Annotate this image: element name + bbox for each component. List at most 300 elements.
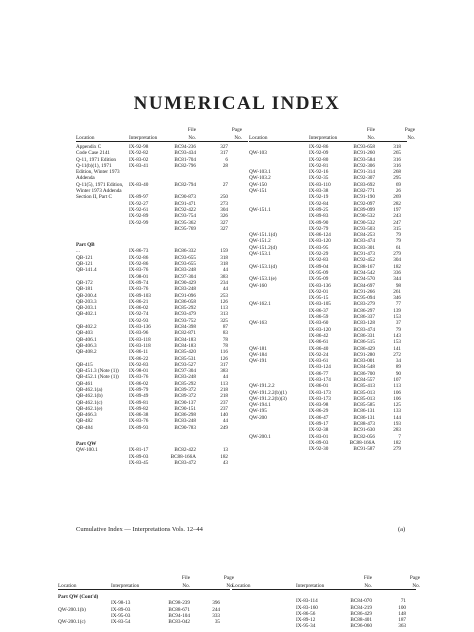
interpretation-cell: IX-83-61 — [309, 358, 329, 365]
file-number-cell: BC91-587 — [353, 446, 375, 453]
location-cell: QW-103 — [249, 150, 267, 157]
interpretation-cell: IX-83-160 — [296, 604, 318, 611]
interpretation-cell: IX-86-59 — [309, 314, 329, 321]
file-number-cell: BC88-671 — [168, 606, 190, 613]
file-number-cell: BC83-248 — [174, 267, 196, 274]
header-page-top: Page — [223, 575, 234, 581]
header-location: Location — [58, 582, 77, 589]
file-number-cell: BC86-331 — [353, 332, 375, 339]
file-number-cell: BC91-190 — [353, 194, 375, 201]
interpretation-cell: IX-92-35 — [309, 175, 329, 182]
interpretation-cell: IX-83-54 — [111, 619, 131, 626]
file-number-cell: BC96-060 — [350, 623, 372, 630]
location-cell: QW-151.2(d) — [249, 244, 277, 251]
location-cell: QW-191 — [249, 358, 267, 365]
interpretation-cell: IX-89-82 — [129, 405, 149, 412]
file-number-cell: BC84-183 — [174, 336, 196, 343]
file-number-cell: BC84-548 — [353, 364, 375, 371]
index-row — [232, 623, 416, 629]
page-number-cell: 283 — [393, 427, 401, 434]
interpretation-cell: IX-92-99 — [129, 219, 149, 226]
page-number-cell: 153 — [393, 314, 401, 321]
file-number-cell: BC85-413 — [353, 383, 375, 390]
location-cell: Q-11, 1971 Edition — [76, 156, 117, 163]
page-number-cell: 113 — [220, 380, 228, 387]
header-page-top: Page — [409, 575, 420, 581]
location-cell: QB-466.3 — [76, 412, 97, 419]
page-number-cell: 265 — [393, 150, 401, 157]
interpretation-cell: IX-83-76 — [129, 286, 149, 293]
column-header — [249, 127, 415, 141]
page-number-cell: 35 — [214, 619, 220, 626]
page-number-cell: 193 — [393, 421, 401, 428]
interpretation-cell: IX-89-03 — [129, 453, 149, 460]
file-number-cell: BC94-570 — [353, 276, 375, 283]
column-header — [58, 575, 234, 589]
file-number-cell: BC84-398 — [174, 324, 196, 331]
file-number-cell: BC84-253 — [353, 232, 375, 239]
interpretation-cell: IX-86-22 — [129, 355, 149, 362]
page-number-cell: 318 — [220, 254, 228, 261]
location-cell: QW-153.1(e) — [249, 276, 277, 283]
page-number-cell: 113 — [393, 383, 401, 390]
file-number-cell: BC89-372 — [174, 393, 196, 400]
page-number-cell: 98 — [395, 282, 401, 289]
next-page-column-left — [58, 575, 234, 626]
file-number-cell: BC86-058 — [174, 298, 196, 305]
page-number-cell: 396 — [212, 600, 220, 607]
header-file-top: File — [181, 575, 190, 581]
page-number-cell: 100 — [398, 604, 406, 611]
interpretation-cell: IX-98-01 — [129, 368, 149, 375]
footer-left: Cumulative Index — Interpretations Vols. 12–44 — [76, 526, 203, 533]
location-cell: QW-191.2.2(b)(1) — [249, 389, 287, 396]
file-number-cell: BC94-236 — [174, 144, 196, 150]
interpretation-cell: IX-92-27 — [129, 200, 149, 207]
location-cell: QB-406.1 — [76, 336, 97, 343]
location-cell: QW-100.1 — [76, 447, 98, 454]
page-number-cell: 269 — [393, 194, 401, 201]
column-header — [232, 575, 420, 589]
page-title: NUMERICAL INDEX — [133, 93, 341, 114]
page-number-cell: 34 — [395, 358, 401, 365]
file-number-cell: BC92-422 — [174, 206, 196, 213]
file-number-cell: BC97-304 — [174, 368, 196, 375]
location-cell: QW-153.1(d) — [249, 263, 277, 270]
page-number-cell: 144 — [393, 414, 401, 421]
page-number-cell: 197 — [393, 206, 401, 213]
page-number-cell: 13 — [222, 447, 228, 454]
location-cell: QB-203.1 — [76, 305, 97, 312]
interpretation-cell: IX-83-76 — [129, 267, 149, 274]
file-number-cell: BC93-434 — [174, 150, 196, 157]
file-number-cell: BC85-531 — [174, 355, 196, 362]
column-header — [76, 127, 248, 141]
location-cell: ... — [76, 248, 80, 255]
interpretation-cell: IX-92-24 — [309, 351, 329, 358]
page-number-cell: 77 — [395, 301, 401, 308]
interpretation-cell: IX-83-41 — [129, 162, 149, 169]
file-number-cell: BC91-096 — [174, 292, 196, 299]
file-number-cell: BC95-362 — [174, 219, 196, 226]
header-page-bottom: No. — [407, 134, 415, 141]
file-number-cell: BC91-473 — [353, 251, 375, 258]
interpretation-cell: IX-83-105 — [309, 301, 331, 308]
page-number-cell: 318 — [220, 261, 228, 268]
page-number-cell: 133 — [393, 408, 401, 415]
page-number-cell: 78 — [222, 342, 228, 349]
page-number-cell: 218 — [220, 386, 228, 393]
interpretation-cell: IX-92-86 — [129, 254, 149, 261]
interpretation-cell: IX-89-49 — [129, 393, 149, 400]
page-number-cell: 44 — [222, 418, 228, 425]
page-number-cell: 326 — [220, 213, 228, 220]
page-number-cell: 126 — [220, 355, 228, 362]
file-number-cell: BC81-704 — [174, 156, 196, 163]
location-cell: QW-151.1(d) — [249, 232, 277, 239]
page-number-cell: 182 — [220, 453, 228, 460]
interpretation-cell: IX-95-09 — [309, 269, 329, 276]
page-number-cell: 237 — [220, 405, 228, 412]
index-row — [58, 619, 230, 625]
interpretation-cell: IX-95-03 — [111, 612, 131, 619]
location-cell: QB-452.1 (Note (1)) — [76, 374, 119, 381]
page-number-cell: 304 — [220, 206, 228, 213]
page-number-cell: 363 — [398, 623, 406, 630]
interpretation-cell: IX-92-83 — [129, 361, 149, 368]
page-number-cell: 279 — [393, 251, 401, 258]
interpretation-cell: IX-92-98 — [129, 144, 149, 150]
file-number-cell: BC95-769 — [174, 225, 196, 232]
page-number-cell: 71 — [400, 598, 406, 605]
interpretation-cell: IX-89-12 — [296, 617, 316, 624]
file-number-cell: BC83-248 — [174, 418, 196, 425]
location-cell: QB-181 — [76, 286, 93, 293]
location-cell: QW-200.1 — [249, 433, 271, 440]
interpretation-cell: IX-86-47 — [309, 414, 329, 421]
location-cell: QB-141.4 — [76, 267, 97, 274]
file-number-cell: BC91-260 — [353, 150, 375, 157]
index-column-left — [76, 127, 248, 466]
page-number-cell: 249 — [220, 424, 228, 431]
location-cell: QB-403 — [76, 330, 93, 337]
file-number-cell: BC83-279 — [353, 301, 375, 308]
file-number-cell: BC83-001 — [353, 358, 375, 365]
interpretation-cell: IX-98-13 — [111, 600, 131, 607]
page-number-cell: 346 — [393, 295, 401, 302]
interpretation-cell: IX-89-74 — [129, 279, 149, 286]
interpretation-cell: IX-86-37 — [309, 307, 329, 314]
file-number-cell: BC84-070 — [350, 598, 372, 605]
interpretation-cell: IX-92-16 — [309, 169, 329, 176]
file-number-cell: BC85-420 — [174, 349, 196, 356]
page-number-cell: 234 — [220, 279, 228, 286]
file-number-cell: BC97-304 — [174, 273, 196, 280]
interpretation-cell: IX-86-02 — [129, 305, 149, 312]
location-cell: QW-153.1 — [249, 251, 271, 258]
interpretation-cell: IX-83-136 — [129, 324, 151, 331]
file-number-cell: BC86-298 — [174, 412, 196, 419]
interpretation-cell: IX-89-97 — [129, 194, 149, 201]
interpretation-cell: IX-86-02 — [129, 380, 149, 387]
interpretation-cell: IX-83-173 — [309, 395, 331, 402]
file-number-cell: BC86-700 — [353, 370, 375, 377]
page-number-cell: 79 — [395, 232, 401, 239]
page-number-cell: 279 — [393, 446, 401, 453]
interpretation-cell: IX-92-86 — [129, 261, 149, 268]
interpretation-cell: IX-92-89 — [129, 213, 149, 220]
file-number-cell: BC93-479 — [174, 311, 196, 318]
file-number-cell: BC84-697 — [353, 282, 375, 289]
page-number-cell: 43 — [222, 459, 228, 466]
file-number-cell: BC88-401 — [350, 617, 372, 624]
file-number-cell: BC93-503 — [353, 225, 375, 232]
file-number-cell: BC90-429 — [174, 279, 196, 286]
interpretation-cell: IX-89-103 — [129, 292, 151, 299]
interpretation-cell: IX-83-98 — [309, 402, 329, 409]
header-file-top: File — [187, 127, 196, 133]
interpretation-cell: IX-83-60 — [309, 320, 329, 327]
location-cell: QW-162.1 — [249, 301, 271, 308]
page-number-cell: 139 — [393, 307, 401, 314]
file-number-cell: BC86-332 — [174, 248, 196, 255]
file-number-cell: BC90-873 — [174, 194, 196, 201]
page-number-cell: 250 — [220, 194, 228, 201]
page-number-cell: 26 — [395, 188, 401, 195]
page-number-cell: 125 — [393, 402, 401, 409]
page-number-cell: 344 — [393, 276, 401, 283]
location-cell: QW-151.1 — [249, 206, 271, 213]
location-cell: QW-200.1(c) — [58, 619, 86, 626]
file-number-cell: BC93-527 — [174, 361, 196, 368]
location-cell: QB-408.2 — [76, 349, 97, 356]
interpretation-cell: IX-92-29 — [309, 251, 329, 258]
interpretation-cell: IX-86-21 — [129, 298, 149, 305]
index-row — [76, 460, 248, 466]
page-number-cell: 148 — [398, 610, 406, 617]
interpretation-cell: IX-83-01 — [309, 433, 329, 440]
file-number-cell: BC84-219 — [350, 604, 372, 611]
header-location: Location — [232, 582, 251, 589]
location-cell: QB-484 — [76, 424, 93, 431]
page-number-cell: 253 — [220, 292, 228, 299]
file-number-cell: BC85-292 — [174, 380, 196, 387]
interpretation-cell: IX-89-25 — [309, 206, 329, 213]
location-cell: Winter 1973 Addenda — [76, 188, 122, 195]
location-cell: QB-461 — [76, 380, 93, 387]
interpretation-cell: IX-92-81 — [309, 162, 329, 169]
file-number-cell: BC92-097 — [353, 200, 375, 207]
page-number-cell: 325 — [220, 317, 228, 324]
header-file-top: File — [366, 127, 375, 133]
page-number-cell: 126 — [220, 298, 228, 305]
location-cell: Addenda — [76, 175, 95, 182]
page-number-cell: 44 — [222, 374, 228, 381]
header-page-top: Page — [404, 127, 415, 133]
file-number-cell: BC91-630 — [353, 427, 375, 434]
location-cell: Part QB — [76, 242, 95, 249]
page-number-cell: 316 — [393, 162, 401, 169]
header-page-bottom: No. — [234, 134, 242, 141]
page-number-cell: 6 — [225, 156, 228, 163]
file-number-cell: BC93-655 — [174, 254, 196, 261]
interpretation-cell: IX-92-01 — [309, 288, 329, 295]
location-cell: QW-151.2 — [249, 238, 271, 245]
page-number-cell: 272 — [393, 351, 401, 358]
file-number-cell: BC91-471 — [174, 200, 196, 207]
page-number-cell: 159 — [220, 248, 228, 255]
page-number-cell: 282 — [393, 200, 401, 207]
page-number-cell: 187 — [398, 617, 406, 624]
file-number-cell: BC98-239 — [168, 600, 190, 607]
interpretation-cell: IX-86-11 — [129, 349, 149, 356]
interpretation-cell: IX-83-120 — [309, 326, 331, 333]
interpretation-cell: IX-86-61 — [309, 339, 329, 346]
file-number-cell: BC91-314 — [353, 169, 375, 176]
interpretation-cell: IX-89-03 — [309, 439, 329, 446]
file-number-cell: BC88-166A — [349, 439, 375, 446]
interpretation-cell: IX-92-79 — [309, 225, 329, 232]
header-file-bottom: No. — [367, 134, 375, 141]
location-cell: QB-406.3 — [76, 342, 97, 349]
file-number-cell: BC92-452 — [353, 257, 375, 264]
file-number-cell: BC90-532 — [353, 219, 375, 226]
interpretation-cell: IX-95-15 — [309, 295, 329, 302]
interpretation-cell: IX-83-124 — [309, 364, 331, 371]
interpretation-cell: IX-89-93 — [129, 424, 149, 431]
interpretation-cell: IX-92-84 — [309, 200, 329, 207]
page-number-cell: 295 — [393, 175, 401, 182]
location-cell: QB-451.3 (Note (1)) — [76, 368, 119, 375]
interpretation-cell: IX-83-02 — [129, 156, 149, 163]
file-number-cell: BC86-297 — [353, 307, 375, 314]
page-number-cell: 316 — [393, 156, 401, 163]
page-number-cell: 333 — [212, 612, 220, 619]
file-number-cell: BC90-137 — [174, 399, 196, 406]
page-number-cell: 273 — [220, 200, 228, 207]
file-number-cell: BC91-266 — [353, 288, 375, 295]
file-number-cell: BC90-151 — [174, 405, 196, 412]
file-number-cell: BC83-248 — [174, 286, 196, 293]
file-number-cell: BC93-658 — [353, 144, 375, 150]
section-heading: Part QW (Cont'd) — [58, 594, 99, 600]
interpretation-cell: IX-83-76 — [129, 374, 149, 381]
interpretation-cell: IX-83-114 — [296, 598, 318, 605]
page-number-cell: 143 — [393, 332, 401, 339]
page-number-cell: 182 — [393, 263, 401, 270]
file-number-cell: BC85-013 — [353, 395, 375, 402]
file-number-cell: BC91-280 — [353, 351, 375, 358]
header-page-bottom: No. — [412, 582, 420, 589]
interpretation-cell: IX-92-93 — [129, 317, 149, 324]
header-interpretation: Interpretation — [309, 134, 338, 141]
page-number-cell: 78 — [222, 336, 228, 343]
file-number-cell: BC89-099 — [353, 206, 375, 213]
page-number-cell: 327 — [220, 144, 228, 150]
file-number-cell: BC90-532 — [353, 213, 375, 220]
page-number-cell: 79 — [395, 326, 401, 333]
page-number-cell: 83 — [222, 330, 228, 337]
page-number-cell: 383 — [220, 368, 228, 375]
page-number-cell: 140 — [220, 412, 228, 419]
file-number-cell: BC83-472 — [174, 459, 196, 466]
page-number-cell: 244 — [212, 606, 220, 613]
interpretation-cell: IX-92-80 — [309, 156, 329, 163]
interpretation-cell: IX-83-38 — [309, 188, 329, 195]
header-file-top: File — [363, 575, 372, 581]
page-number-cell: 317 — [220, 361, 228, 368]
page-number-cell: 315 — [393, 225, 401, 232]
interpretation-cell: IX-95-34 — [296, 623, 316, 630]
location-cell: QW-200.1(b) — [58, 606, 86, 613]
file-number-cell: BC86-131 — [353, 408, 375, 415]
file-number-cell: BC93-584 — [353, 156, 375, 163]
interpretation-cell: IX-92-09 — [309, 150, 329, 157]
file-number-cell: BC83-474 — [353, 326, 375, 333]
file-number-cell: BC92-307 — [353, 175, 375, 182]
interpretation-cell: IX-92-61 — [129, 206, 149, 213]
file-number-cell: BC86-429 — [353, 345, 375, 352]
interpretation-cell: IX-86-77 — [309, 370, 329, 377]
interpretation-cell: IX-92-38 — [309, 427, 329, 434]
interpretation-cell: IX-83-96 — [129, 330, 149, 337]
interpretation-cell: IX-86-40 — [309, 345, 329, 352]
page-number-cell: 7 — [398, 433, 401, 440]
location-cell: QB-402.1 — [76, 311, 97, 318]
page-number-cell: 182 — [393, 439, 401, 446]
interpretation-cell: IX-89-03 — [111, 606, 131, 613]
location-cell: QW-194.1 — [249, 402, 271, 409]
file-number-cell: BC94-104 — [168, 612, 190, 619]
interpretation-cell: IX-86-56 — [296, 610, 316, 617]
interpretation-cell: IX-83-118 — [129, 336, 151, 343]
interpretation-cell: IX-86-38 — [129, 412, 149, 419]
file-number-cell: BC82-422 — [174, 447, 196, 454]
location-cell: Edition, Winter 1973 — [76, 169, 120, 176]
interpretation-cell: IX-83-76 — [129, 418, 149, 425]
location-cell: QB-200.4 — [76, 292, 97, 299]
page-number-cell: 113 — [220, 305, 228, 312]
file-number-cell: BC88-473 — [353, 421, 375, 428]
page-number-cell: 261 — [393, 288, 401, 295]
page-number-cell: 116 — [220, 349, 228, 356]
interpretation-cell: IX-92-83 — [309, 257, 329, 264]
file-number-cell: BC93-754 — [174, 213, 196, 220]
page-number-cell: 268 — [393, 169, 401, 176]
page-number-cell: 89 — [395, 364, 401, 371]
page-number-cell: 44 — [222, 286, 228, 293]
file-number-cell: BC83-692 — [353, 181, 375, 188]
file-number-cell: BC83-474 — [353, 238, 375, 245]
location-cell: QB-462.1(a) — [76, 386, 103, 393]
location-cell: QB-402.2 — [76, 324, 97, 331]
file-number-cell: BC90-783 — [174, 424, 196, 431]
interpretation-cell: IX-92-86 — [309, 144, 329, 150]
location-cell: QW-151 — [249, 188, 267, 195]
location-cell: QW-163 — [249, 320, 267, 327]
file-number-cell: BC93-655 — [174, 261, 196, 268]
file-number-cell: BC95-094 — [353, 295, 375, 302]
interpretation-cell: IX-89-04 — [309, 263, 329, 270]
page-number-cell: 44 — [222, 267, 228, 274]
file-number-cell: BC86-337 — [353, 314, 375, 321]
interpretation-cell: IX-86-01 — [309, 383, 329, 390]
file-number-cell: BC85-013 — [353, 389, 375, 396]
file-number-cell: BC82-056 — [353, 433, 375, 440]
location-cell: Part QW — [76, 441, 97, 448]
header-file-bottom: No. — [188, 134, 196, 141]
interpretation-cell: IX-83-110 — [309, 181, 331, 188]
